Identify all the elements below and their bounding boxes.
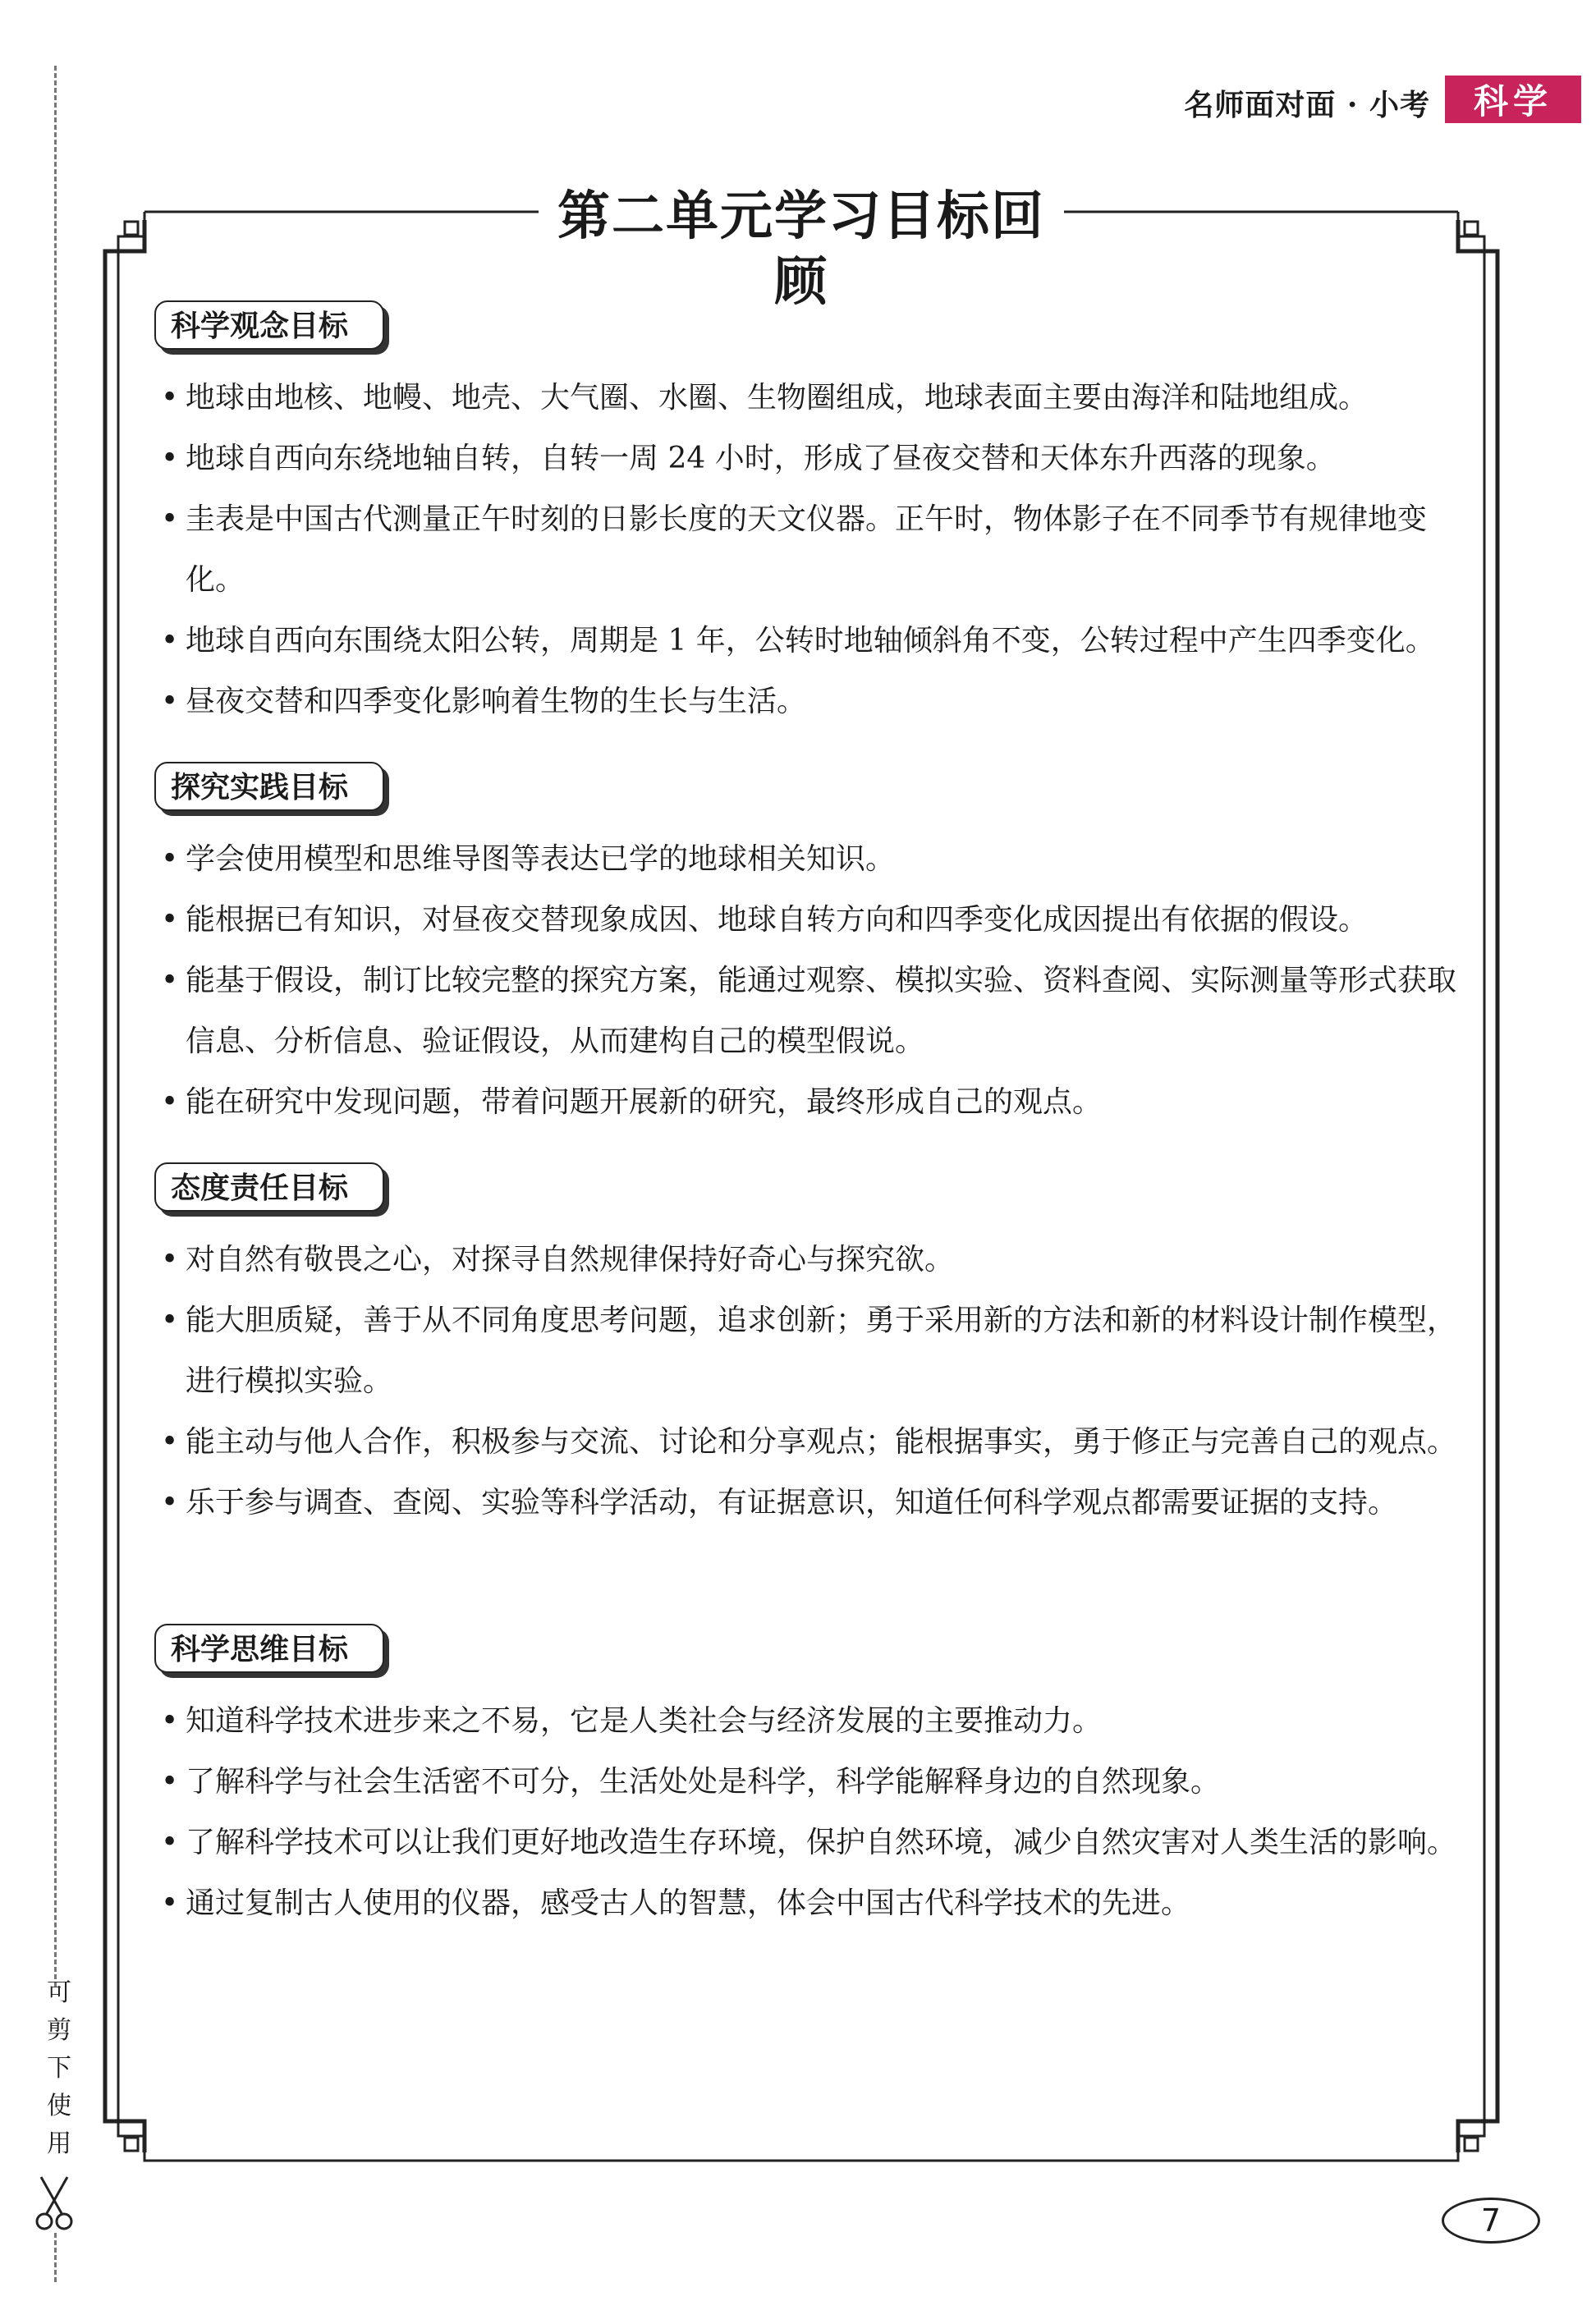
- list-item: [161, 489, 1466, 611]
- bullet: •: [161, 1886, 179, 1920]
- section-badge-attitude-responsibility: 态度责任目标: [154, 1162, 384, 1212]
- list-item: [161, 1072, 1466, 1133]
- bullet: •: [161, 842, 179, 876]
- item-text: 昼夜交替和四季变化影响着生物的生长与生活。: [186, 685, 807, 718]
- item-text: 圭表是中国古代测量正午时刻的日影长度的天文仪器。正午时，物体影子在不同季节有规律地变化。: [186, 502, 1428, 597]
- page-title: 第二单元学习目标回顾: [539, 184, 1064, 250]
- list-item: [161, 1473, 1466, 1533]
- item-text: 能根据已有知识，对昼夜交替现象成因、地球自转方向和四季变化成因提出有依据的假设。: [186, 903, 1369, 937]
- list-item: [161, 1290, 1466, 1412]
- cut-label-char: 使: [47, 2092, 71, 2120]
- list-item: [161, 1412, 1466, 1473]
- bullet: •: [161, 903, 179, 937]
- item-text: 地球自西向东绕地轴自转，自转一周 24 小时，形成了昼夜交替和天体东升西落的现象。: [186, 442, 1336, 475]
- item-text: 了解科学与社会生活密不可分，生活处处是科学，科学能解释身边的自然现象。: [186, 1765, 1221, 1799]
- section-items-inquiry-practice: [161, 829, 1466, 1133]
- item-text: 地球自西向东围绕太阳公转，周期是 1 年，公转时地轴倾斜角不变，公转过程中产生四季变化。: [186, 624, 1435, 658]
- bullet: •: [161, 1085, 179, 1119]
- bullet: •: [161, 381, 179, 415]
- list-item: [161, 429, 1466, 489]
- item-text: 对自然有敬畏之心，对探寻自然规律保持好奇心与探究欲。: [186, 1243, 955, 1277]
- list-item: [161, 1813, 1466, 1873]
- bullet: •: [161, 1243, 179, 1277]
- cut-label-char: 下: [47, 2054, 71, 2083]
- list-item: [161, 672, 1466, 732]
- bullet: •: [161, 502, 179, 536]
- item-text: 能基于假设，制订比较完整的探究方案，能通过观察、模拟实验、资料查阅、实际测量等形式获取信息、分析信息、验证假设，从而建构自己的模型假说。: [186, 964, 1457, 1058]
- list-item: [161, 890, 1466, 951]
- cut-label-char: 可: [47, 1978, 71, 2007]
- cut-label-char: 剪: [47, 2016, 71, 2045]
- section-items-science-thinking: [161, 1691, 1466, 1934]
- cut-label-char: 用: [47, 2129, 71, 2158]
- list-item: [161, 368, 1466, 429]
- section-items-science-concept: [161, 368, 1466, 732]
- list-item: [161, 1691, 1466, 1752]
- section-badge-science-thinking: 科学思维目标: [154, 1624, 384, 1673]
- list-item: [161, 829, 1466, 890]
- section-badge-science-concept: 科学观念目标: [154, 300, 384, 350]
- item-text: 地球由地核、地幔、地壳、大气圈、水圈、生物圈组成，地球表面主要由海洋和陆地组成。: [186, 381, 1369, 415]
- bullet: •: [161, 1486, 179, 1519]
- item-text: 学会使用模型和思维导图等表达已学的地球相关知识。: [186, 842, 896, 876]
- series-title: 名师面对面 · 小考: [1184, 88, 1430, 122]
- item-text: 能主动与他人合作，积极参与交流、讨论和分享观点；能根据事实，勇于修正与完善自己的观点。: [186, 1425, 1457, 1459]
- bullet: •: [161, 1304, 179, 1337]
- subject-tab: 科学: [1445, 76, 1581, 123]
- bullet: •: [161, 964, 179, 997]
- item-text: 了解科学技术可以让我们更好地改造生存环境，保护自然环境，减少自然灾害对人类生活的影响。: [186, 1826, 1457, 1859]
- item-text: 知道科学技术进步来之不易，它是人类社会与经济发展的主要推动力。: [186, 1704, 1103, 1738]
- item-text: 乐于参与调查、查阅、实验等科学活动，有证据意识，知道任何科学观点都需要证据的支持。: [186, 1486, 1398, 1519]
- list-item: [161, 1752, 1466, 1813]
- item-text: 能大胆质疑，善于从不同角度思考问题，追求创新；勇于采用新的方法和新的材料设计制作模型，进行模拟实验。: [186, 1304, 1457, 1398]
- page-number: 7: [1442, 2198, 1540, 2244]
- section-items-attitude-responsibility: [161, 1230, 1466, 1533]
- item-text: 能在研究中发现问题，带着问题开展新的研究，最终形成自己的观点。: [186, 1085, 1103, 1119]
- bullet: •: [161, 1425, 179, 1459]
- list-item: [161, 951, 1466, 1072]
- bullet: •: [161, 1826, 179, 1859]
- bullet: •: [161, 1704, 179, 1738]
- list-item: [161, 1873, 1466, 1934]
- list-item: [161, 611, 1466, 672]
- bullet: •: [161, 624, 179, 658]
- list-item: [161, 1230, 1466, 1290]
- item-text: 通过复制古人使用的仪器，感受古人的智慧，体会中国古代科学技术的先进。: [186, 1886, 1191, 1920]
- bullet: •: [161, 442, 179, 475]
- bullet: •: [161, 1765, 179, 1799]
- bullet: •: [161, 685, 179, 718]
- section-badge-inquiry-practice: 探究实践目标: [154, 762, 384, 811]
